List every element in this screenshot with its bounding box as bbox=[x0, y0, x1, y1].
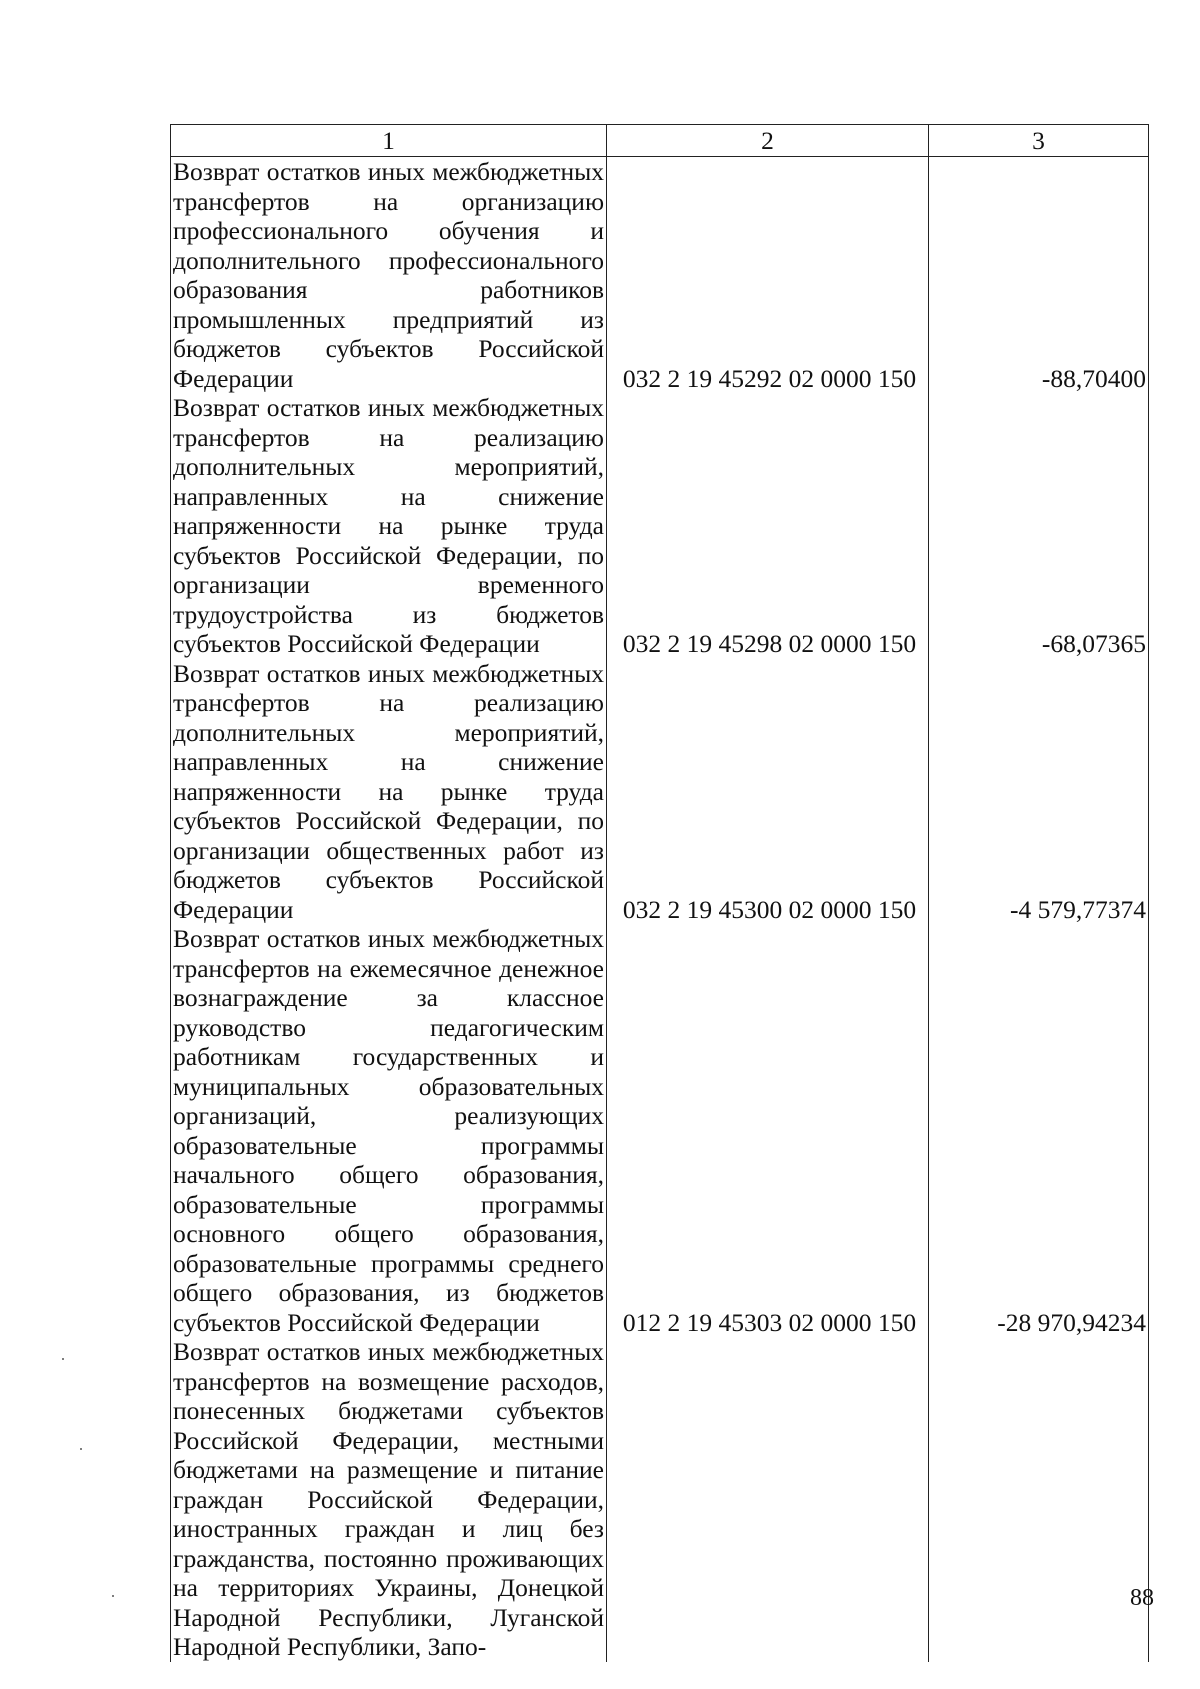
table-row bbox=[171, 659, 1149, 925]
row-code: 032 2 19 45300 02 0000 150 bbox=[607, 659, 929, 925]
table-row bbox=[171, 1337, 1149, 1662]
header-row bbox=[171, 125, 1149, 157]
column-header-1: 1 bbox=[171, 125, 607, 157]
scan-speck bbox=[80, 1448, 82, 1450]
row-amount: -28 970,94234 bbox=[929, 924, 1149, 1337]
row-description: Возврат остатков иных межбюджетных трансфертов на ежемесячное денежное вознаграждение за классное руководство педагогическим работникам государственных и муниципальных образовательных организаций, реализующих образовательные программы начального общего образования, образовательные программы основного общего образования, образовательные программы среднего общего образования, из бюджетов субъектов Российской Федерации bbox=[171, 924, 607, 1337]
row-code: 032 2 19 45292 02 0000 150 bbox=[607, 157, 929, 394]
row-amount bbox=[929, 1337, 1149, 1662]
budget-table bbox=[170, 124, 1149, 1662]
row-amount: -88,70400 bbox=[929, 157, 1149, 394]
scan-speck bbox=[112, 1595, 114, 1597]
row-code: 032 2 19 45298 02 0000 150 bbox=[607, 393, 929, 659]
row-description: Возврат остатков иных межбюджетных трансфертов на организацию профессионального обучения и дополнительного профессионального образования работников промышленных предприятий из бюджетов субъектов Российской Федерации bbox=[171, 157, 607, 394]
row-amount: -4 579,77374 bbox=[929, 659, 1149, 925]
column-header-3: 3 bbox=[929, 125, 1149, 157]
row-description: Возврат остатков иных межбюджетных трансфертов на возмещение расходов, понесенных бюджетами субъектов Российской Федерации, местными бюджетами на размещение и питание граждан Российской Федерации, иностранных граждан и лиц без гражданства, постоянно проживающих на территориях Украины, Донецкой Народной Республики, Луганской Народной Республики, Запо- bbox=[171, 1337, 607, 1662]
table-row bbox=[171, 393, 1149, 659]
table-row bbox=[171, 157, 1149, 394]
page-number: 88 bbox=[1130, 1585, 1154, 1611]
scan-speck bbox=[62, 1358, 64, 1360]
column-header-2: 2 bbox=[607, 125, 929, 157]
row-code bbox=[607, 1337, 929, 1662]
row-amount: -68,07365 bbox=[929, 393, 1149, 659]
table-row bbox=[171, 924, 1149, 1337]
row-description: Возврат остатков иных межбюджетных трансфертов на реализацию дополнительных мероприятий, направленных на снижение напряженности на рынке труда субъектов Российской Федерации, по организации временного трудоустройства из бюджетов субъектов Российской Федерации bbox=[171, 393, 607, 659]
row-description: Возврат остатков иных межбюджетных трансфертов на реализацию дополнительных мероприятий, направленных на снижение напряженности на рынке труда субъектов Российской Федерации, по организации общественных работ из бюджетов субъектов Российской Федерации bbox=[171, 659, 607, 925]
row-code: 012 2 19 45303 02 0000 150 bbox=[607, 924, 929, 1337]
